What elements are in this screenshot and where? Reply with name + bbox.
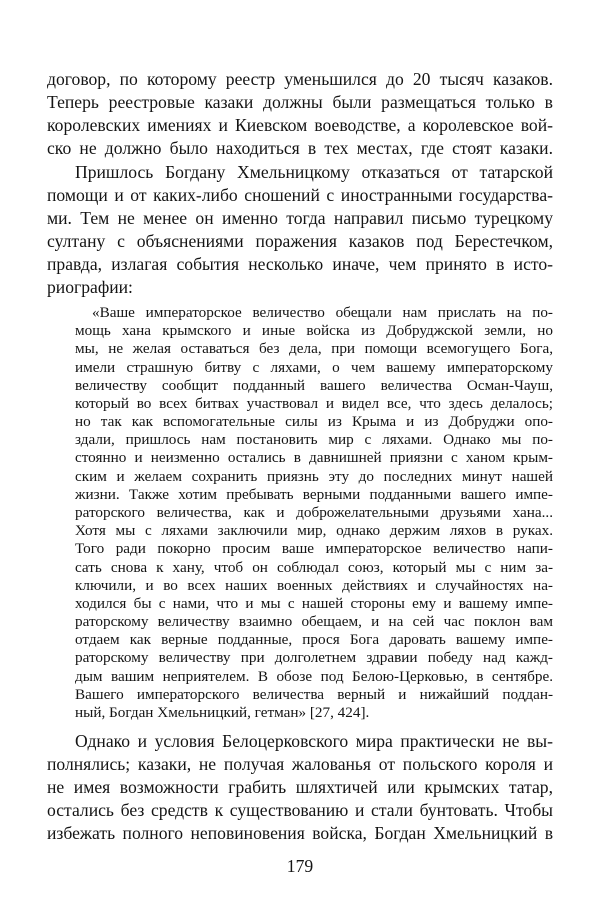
quote-line: который во всех битвах участвовал и видел все, что здесь делалось; <box>75 394 553 412</box>
text-line: Пришлось Богдану Хмельницкому отказаться от татарской <box>75 162 553 182</box>
quote-line: Того ради покорно просим ваше императорское величество напи- <box>75 540 553 558</box>
quote-line: раторского величества, как и доброжелательными друзьями хана... <box>75 504 553 521</box>
text-line: Однако и условия Белоцерковского мира практически не вы- <box>75 731 553 752</box>
text-line: ми. Тем не менее он именно тогда направил письмо турецкому <box>47 208 553 228</box>
quote-line: Хотя мы с ляхами заключили мир, однако держим ляхов в руках. <box>75 522 553 540</box>
text-line: не имея возможности грабить шляхтичей или крымских татар, <box>47 777 553 798</box>
text-line: риографии: <box>47 277 133 297</box>
quote-line: ходился бы с нами, что и мы с нашей стороны ему и вашему импе- <box>75 594 553 612</box>
quote-line: мы, не желая оставаться без дела, при помощи всемогущего Бога, <box>75 340 553 358</box>
quote-line: сать снова к хану, чтоб он соблюдал союз, который мы с ним за- <box>75 558 553 576</box>
quote-line: Вашего императорского величества верный и нижайший поддан- <box>75 685 553 703</box>
quote-line: стоянно и неизменно остались в давнишней приязни с ханом крым- <box>75 449 553 467</box>
quote-line: величеству сообщит подданный вашего величества Осман-Чауш, <box>75 376 553 394</box>
text-line: правда, излагая события несколько иначе, чем принято в исто- <box>47 254 553 274</box>
quote-line: мощь хана крымского и иные войска из Добруджской земли, но <box>75 322 553 340</box>
quote-line: ный, Богдан Хмельницкий, гетман» [27, 424]. <box>75 704 370 721</box>
text-line: ско не должно было находиться в тех местах, где стоят казаки. <box>47 138 553 158</box>
quote-line: «Ваше императорское величество обещали нам прислать на по- <box>92 304 553 321</box>
quote-line: ключили, и во всех наших военных действиях и случайностях на- <box>75 576 553 594</box>
text-line: султану с объяснениями поражения казаков под Берестечком, <box>47 231 553 251</box>
quote-line: дым вашим неприятелем. В обозе под Белою-Церковью, в сентябре. <box>75 667 553 685</box>
text-line: остались без средств к существованию и стали бунтовать. Чтобы <box>47 800 553 821</box>
quote-line: жизни. Также хотим пребывать верными подданными вашего импе- <box>75 485 553 503</box>
quote-line: но так как вспомогательные силы из Крыма и из Добруджи опо- <box>75 413 553 431</box>
text-line: полнялись; казаки, не получая жалованья от польского короля и <box>47 754 553 775</box>
quote-line: здали, пришлось нам постановить мир с ляхами. Однако мы по- <box>75 431 553 449</box>
text-line: избежать полного неповиновения войска, Богдан Хмельницкий в <box>47 823 553 844</box>
quote-line: раторскому величеству взаимно обещаем, и на сей час поклон вам <box>75 613 553 631</box>
text-line: договор, по которому реестр уменьшился до 20 тысяч казаков. <box>47 69 553 89</box>
quote-line: раторскому величеству при долголетнем здравии победу над кажд- <box>75 649 553 667</box>
quote-line: ским и желаем сохранить приязнь эту до последних минут нашей <box>75 467 553 485</box>
text-line: помощи и от каких-либо сношений с иностранными государства- <box>47 185 553 205</box>
text-line: Теперь реестровые казаки должны были размещаться только в <box>47 92 553 112</box>
quote-line: отдаем как верные подданные, прося Бога даровать вашему импе- <box>75 631 553 649</box>
quote-line: имели страшную битву с ляхами, о чем вашему императорскому <box>75 358 553 376</box>
text-line: королевских имениях и Киевском воеводстве, а королевское вой- <box>47 115 553 135</box>
page-number: 179 <box>286 856 314 877</box>
